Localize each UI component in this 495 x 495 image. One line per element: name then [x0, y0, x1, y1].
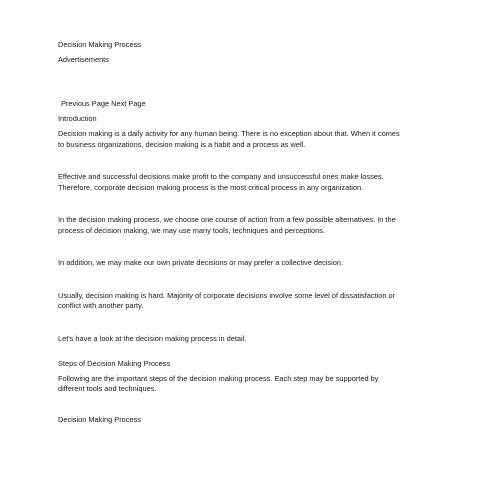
paragraph [58, 258, 438, 269]
paragraph [58, 334, 438, 345]
paragraph-line: In the decision making process, we choose one course of action from a few possible alternatives. In the [58, 215, 396, 224]
paragraph [58, 172, 438, 193]
previous-page-link[interactable]: Previous Page [61, 99, 110, 108]
paragraph [58, 215, 438, 236]
paragraph-line: Following are the important steps of the decision making process. Each step may be supported by [58, 373, 379, 383]
paragraph-line: conflict with another party. [58, 301, 144, 310]
paragraph-line: Decision making is a daily activity for any human being. There is no exception about that. When it comes [58, 129, 400, 138]
paragraph-line: In addition, we may make our own private decisions or may prefer a collective decision. [58, 258, 344, 267]
paragraph-line: to business organizations, decision making is a habit and a process as well. [58, 139, 306, 149]
next-page-link[interactable]: Next Page [111, 99, 146, 108]
advertisements-label: Advertisements [58, 54, 109, 64]
paragraph [58, 374, 438, 395]
paragraph [58, 129, 438, 150]
introduction-heading: Introduction [58, 113, 97, 123]
paragraph-line: Therefore, corporate decision making process is the most critical process in any organization. [58, 182, 364, 192]
paragraph-line: Let's have a look at the decision making process in detail. [58, 333, 247, 343]
paragraph-line: process of decision making, we may use many tools, techniques and perceptions. [58, 225, 326, 235]
closing-heading: Decision Making Process [58, 414, 141, 424]
steps-heading: Steps of Decision Making Process [58, 359, 171, 368]
paragraph-line: Effective and successful decisions make profit to the company and unsuccessful ones make losses. [58, 172, 384, 181]
document-page [58, 40, 438, 425]
page-navigation [58, 99, 438, 110]
document-title: Decision Making Process [58, 40, 141, 49]
paragraph-line: different tools and techniques. [58, 384, 157, 393]
paragraph-line: Usually, decision making is hard. Majority of corporate decisions involve some level of dissatisfaction or [58, 290, 396, 300]
paragraph [58, 291, 438, 312]
